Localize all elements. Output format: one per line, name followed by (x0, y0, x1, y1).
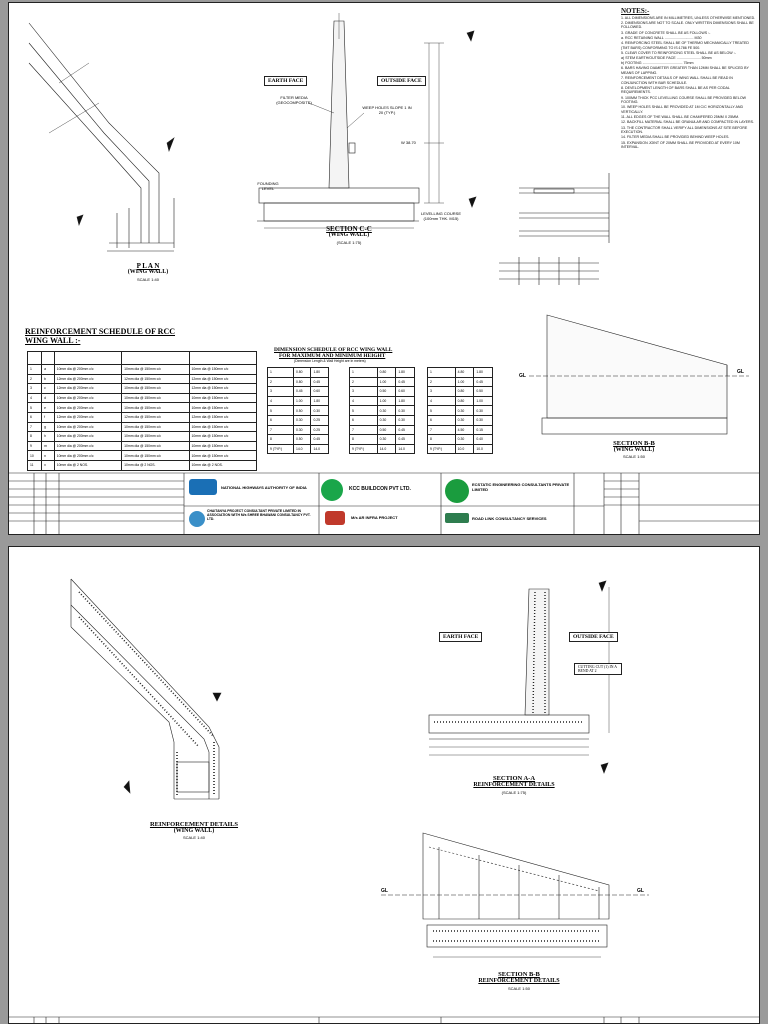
reinf-plan-subtitle: (WING WALL) (173, 828, 215, 834)
table-cell: 11 (28, 460, 42, 470)
note-item: 15. EXPANSION JOINT OF 20MM SHALL BE PROVIDED AT EVERY 10M INTERVAL. (621, 140, 740, 150)
chaitanya-label: CHAITANYA PROJECT CONSULTANT PRIVATE LIMITED IN ASSOCIATION WITH M/s SHREE BHAWANI CONSULTANCY PVT. LTD. (207, 509, 311, 521)
ecstatic-label: ECSTATIC ENGINEERING CONSULTANTS PRIVATE LIMITED (472, 482, 570, 492)
table-cell: 1.00 (377, 396, 396, 406)
cutting-note: CUTTING CUT (1) IN A BEND AT 2 (574, 663, 622, 675)
table-cell: 3 (350, 387, 378, 397)
table-cell: 0.30 (455, 435, 474, 445)
table-row (350, 444, 415, 454)
table-cell: 1 (428, 368, 456, 378)
table-row (28, 422, 257, 432)
note-item: 12. BACKFILL MATERIAL SHALL BE GRANULAR AND COMPACTED IN LAYERS. (621, 120, 755, 125)
table-cell: 10 (28, 451, 42, 461)
dim-table-3 (427, 367, 493, 454)
table-cell: g (42, 422, 55, 432)
table-cell: 0.50 (293, 406, 311, 416)
table-cell: 3 (268, 387, 294, 397)
table-cell: c (42, 384, 55, 394)
table-cell: 0.50 (293, 435, 311, 445)
table-cell: 10mm dia @ 150mm c/c (122, 365, 189, 375)
table-cell: x (42, 460, 55, 470)
table-cell: 0.30 (455, 406, 474, 416)
table-cell: 2 (268, 377, 294, 387)
table-cell: 10mm dia @ 150mm c/c (189, 365, 256, 375)
general-notes (621, 9, 757, 150)
table-cell: 0.30 (396, 406, 415, 416)
drawing-sheet-1 (8, 2, 760, 535)
table-row (350, 406, 415, 416)
table-cell: 0.80 (293, 377, 311, 387)
note-item: 6. BARS HAVING DIAMETER GREATER THAN 12MM SHALL BE SPLICED BY MEANS OF LAPPING. (621, 66, 749, 75)
table-cell: 7 (28, 422, 42, 432)
table-row (350, 387, 415, 397)
table-cell: 0.30 (293, 425, 311, 435)
table-cell: 8 (428, 435, 456, 445)
table-cell: d (42, 393, 55, 403)
table-cell: 0.30 (377, 435, 396, 445)
section-aa-scale: (SCALE 1:75) (501, 790, 527, 795)
table-cell: 6 (268, 415, 294, 425)
table-cell: 6 (350, 415, 378, 425)
table-cell: 1.00 (455, 377, 474, 387)
table-cell: 12mm dia @ 200mm c/c (54, 384, 121, 394)
table-cell: 10mm dia @ 150mm c/c (189, 422, 256, 432)
table-cell: n (42, 451, 55, 461)
note-item: 14. FILTER MEDIA SHALL BE PROVIDED BEHIND WEEP HOLES. (621, 135, 730, 140)
table-cell: 1.80 (396, 368, 415, 378)
table-cell: 0.50 (377, 387, 396, 397)
table-cell: 10mm dia @ 200mm c/c (54, 403, 121, 413)
section-bb-subtitle: (WING WALL) (613, 447, 655, 453)
table-cell: h (42, 432, 55, 442)
table-row (268, 415, 329, 425)
table-cell: 10mm dia @ 150mm c/c (122, 441, 189, 451)
section-cc-scale: (SCALE 1:75) (336, 240, 362, 245)
table-cell: 12mm dia @ 200mm c/c (54, 374, 121, 384)
table-cell: 1.80 (396, 396, 415, 406)
table-cell: 10mm dia @ 2 NOS. (189, 460, 256, 470)
table-row (428, 444, 493, 454)
kcc-label: KCC BUILDCON PVT LTD. (349, 486, 411, 492)
nhai-label: NATIONAL HIGHWAYS AUTHORITY OF INDIA (221, 485, 307, 490)
section-bb-subtitle-2: REINFORCEMENT DETAILS (478, 978, 560, 984)
table-cell: 10mm dia @ 200mm c/c (54, 393, 121, 403)
table-cell: 0.45 (396, 377, 415, 387)
table-cell: 12mm dia @ 150mm c/c (122, 374, 189, 384)
table-cell: 0.80 (455, 396, 474, 406)
drawing-sheet-2 (8, 546, 760, 1024)
table-cell: 0.45 (474, 377, 493, 387)
table-cell: 4 (268, 396, 294, 406)
table-row (268, 368, 329, 378)
note-item: 13. THE CONTRACTOR SHALL VERIFY ALL DIMENSIONS AT SITE BEFORE EXECUTION. (621, 125, 748, 135)
gl-label-right: GL (737, 369, 744, 375)
table-row (350, 377, 415, 387)
table-cell: 7 (428, 425, 456, 435)
table-row (350, 435, 415, 445)
table-cell: 2 (28, 374, 42, 384)
note-item: a) STEM EARTH/OUTSIDE FACE ........................ 50mm (621, 55, 712, 60)
note-item: 3. GRADE OF CONCRETE SHALL BE AS FOLLOWS :- (621, 30, 711, 35)
section-bb-reinf (381, 833, 649, 957)
table-cell: f (42, 412, 55, 422)
dim-table-2 (349, 367, 415, 454)
table-cell: 1.00 (377, 377, 396, 387)
table-cell: 10mm dia @ 2 NOS. (122, 460, 189, 470)
note-item: 2. DIMENSIONS ARE NOT TO SCALE. ONLY WRITTEN DIMENSIONS SHALL BE FOLLOWED. (621, 20, 754, 30)
level-label: W 38.70 (401, 140, 416, 145)
table-cell: 0.15 (474, 425, 493, 435)
table-row (28, 403, 257, 413)
section-cc-title: SECTION C-C (326, 225, 372, 233)
table-row (28, 432, 257, 442)
section-bb-title-2: SECTION B-B (498, 971, 540, 978)
table-cell: 0.45 (311, 377, 329, 387)
table-cell: 0.60 (396, 387, 415, 397)
schedule-title: REINFORCEMENT SCHEDULE OF RCC (25, 327, 176, 336)
logo-ecstatic (445, 479, 469, 503)
table-cell: 10mm dia @ 150mm c/c (189, 393, 256, 403)
table-row (28, 393, 257, 403)
table-cell: 1 (350, 368, 378, 378)
table-cell: 0.50 (474, 387, 493, 397)
table-cell: 0.45 (293, 387, 311, 397)
table-row (268, 425, 329, 435)
earth-face-label-2: EARTH FACE (439, 632, 482, 642)
table-cell: 4 (428, 396, 456, 406)
outside-face-label-2: OUTSIDE FACE (569, 632, 618, 642)
reinf-plan-scale: SCALE 1:40 (182, 835, 205, 840)
table-cell: 7 (350, 425, 378, 435)
table-cell: 0.30 (474, 406, 493, 416)
table-cell: 10mm dia @ 150mm c/c (189, 403, 256, 413)
table-row (268, 396, 329, 406)
gl-label-right-2: GL (637, 888, 644, 894)
note-item: 11. ALL EDGES OF THE WALL SHALL BE CHAMFERED 25MM X 25MM. (621, 115, 740, 120)
section-bb (529, 315, 749, 434)
table-cell: b (42, 374, 55, 384)
table-cell: 10.0 (455, 444, 474, 454)
table-cell: 10mm dia @ 200mm c/c (54, 422, 121, 432)
table-cell: 9 (TYP.) (268, 444, 294, 454)
table-cell: 3 (28, 384, 42, 394)
note-item: a. RCC RETAINING WALL ............................. M30 (621, 35, 702, 40)
table-cell: 9 (28, 441, 42, 451)
plan-wing-wall (29, 23, 174, 251)
notes-title: NOTES:- (621, 7, 650, 15)
table-row (28, 451, 257, 461)
schedule-title-2: WING WALL :- (25, 336, 81, 345)
table-row (428, 377, 493, 387)
table-cell: 0.80 (293, 368, 311, 378)
table-cell: 10mm dia @ 150mm c/c (122, 393, 189, 403)
table-cell: 9 (TYP.) (428, 444, 456, 454)
table-cell: 0.50 (377, 425, 396, 435)
table-cell: 10mm dia @ 150mm c/c (189, 441, 256, 451)
table-row (428, 425, 493, 435)
table-cell: 10mm dia @ 150mm c/c (122, 451, 189, 461)
table-cell: 0.60 (311, 387, 329, 397)
table-cell: 0.30 (377, 406, 396, 416)
gl-label-left-2: GL (381, 888, 388, 894)
table-row (428, 396, 493, 406)
table-cell: 2 (350, 377, 378, 387)
table-cell: 0.25 (311, 415, 329, 425)
note-item: b) FOOTING ........................................ 75mm (621, 61, 694, 66)
table-cell: 1.00 (293, 396, 311, 406)
table-cell: 12mm dia @ 200mm c/c (54, 412, 121, 422)
note-item: 8. DEVELOPMENT LENGTH OF BARS SHALL BE AS PER CODAL REQUIREMENTS. (621, 85, 730, 95)
table-cell: 10mm dia @ 200mm c/c (54, 365, 121, 375)
table-cell: 4.50 (455, 425, 474, 435)
table-cell: 8 (268, 435, 294, 445)
table-cell: 0.80 (455, 387, 474, 397)
table-row (268, 387, 329, 397)
table-row (268, 435, 329, 445)
table-row (428, 415, 493, 425)
logo-nhai (189, 479, 217, 495)
section-bb-scale-2: SCALE 1:50 (507, 986, 530, 991)
table-cell: 12mm dia @ 150mm c/c (122, 412, 189, 422)
table-row (428, 435, 493, 445)
levelling-course-label: LEVELLING COURSE (100mm THK. M15) (421, 211, 462, 221)
table-cell: m (42, 441, 55, 451)
table-cell: 12mm dia @ 150mm c/c (189, 384, 256, 394)
table-cell: 0.30 (396, 415, 415, 425)
note-item: 4. REINFORCING STEEL SHALL BE OF THERMO MECHANICALLY TREATED (TMT BARS) CONFORMING TO IS:1786 FE 500. (621, 40, 750, 50)
logo-chaitanya (189, 511, 205, 527)
table-cell: 8 (28, 432, 42, 442)
table-cell: 0.30 (474, 415, 493, 425)
filter-media-label: FILTER MEDIA (GEOCOMPOSITE) (276, 95, 312, 105)
table-cell: 6 (28, 412, 42, 422)
table-cell: 12mm dia @ 150mm c/c (189, 412, 256, 422)
table-row (268, 377, 329, 387)
table-cell: 14.0 (396, 444, 415, 454)
table-cell: 0.30 (455, 415, 474, 425)
logo-infra (325, 511, 345, 525)
dim-schedule-title-2: FOR MAXIMUM AND MINIMUM HEIGHT (279, 353, 386, 359)
dim-schedule-title: DIMENSION SCHEDULE OF RCC WING WALL (274, 347, 393, 353)
dim-table-1 (267, 367, 329, 454)
table-row (428, 387, 493, 397)
logo-roadlink (445, 513, 469, 523)
table-cell: 10mm dia @ 150mm c/c (189, 432, 256, 442)
table-cell: 4 (350, 396, 378, 406)
gl-label-left: GL (519, 373, 526, 379)
table-cell: 0.30 (293, 415, 311, 425)
table-cell: 10mm dia @ 200mm c/c (54, 432, 121, 442)
plan-scale: SCALE 1:40 (136, 277, 159, 282)
section-aa-title: SECTION A-A (492, 775, 536, 782)
dim-schedule-note: (Dimension Length & Wall Height are in meters) (294, 359, 366, 363)
table-row (428, 406, 493, 416)
table-cell: 3 (428, 387, 456, 397)
table-cell: 10mm dia @ 2 NOS. (54, 460, 121, 470)
table-cell: 9 (TYP.) (350, 444, 378, 454)
table-row (28, 441, 257, 451)
reinforcement-schedule-table (27, 351, 257, 471)
section-bb-title: SECTION B-B (613, 440, 655, 447)
table-cell: 1.80 (474, 368, 493, 378)
table-cell: 0.40 (474, 435, 493, 445)
table-row (28, 374, 257, 384)
table-cell: 5 (268, 406, 294, 416)
table-cell: e (42, 403, 55, 413)
table-cell: 1 (28, 365, 42, 375)
table-cell: 10mm dia @ 150mm c/c (189, 451, 256, 461)
table-cell: a (42, 365, 55, 375)
table-cell: 0.45 (311, 435, 329, 445)
table-cell: 1 (268, 368, 294, 378)
note-item: 5. CLEAR COVER TO REINFORCING STEEL SHALL BE AS BELOW :- (621, 50, 736, 55)
roadlink-label: ROAD LINK CONSULTANCY SERVICES (472, 516, 547, 521)
table-cell: 5 (428, 406, 456, 416)
section-cc-subtitle: (WING WALL) (328, 232, 370, 238)
plan-subtitle: (WING WALL) (127, 269, 169, 275)
table-cell: 10.0 (474, 444, 493, 454)
table-cell: 4.80 (455, 368, 474, 378)
table-row (428, 368, 493, 378)
section-aa (429, 581, 609, 773)
note-item: 1. ALL DIMENSIONS ARE IN MILLIMETRES, UNLESS OTHERWISE MENTIONED. (621, 15, 756, 20)
table-cell: 8 (350, 435, 378, 445)
table-cell: 1.00 (474, 396, 493, 406)
weep-hole-label: WEEP HOLES SLOPE 1 IN 20 (TYP.) (362, 105, 412, 115)
section-bb-scale: SCALE 1:50 (622, 454, 645, 459)
logo-kcc (321, 479, 343, 501)
table-cell: 14.0 (293, 444, 311, 454)
table-cell: 10mm dia @ 150mm c/c (122, 384, 189, 394)
note-item: 7. REINFORCEMENT DETAILS OF WING WALL SHALL BE READ IN CONJUNCTION WITH BAR SCHEDULE. (621, 76, 733, 85)
table-cell: 12mm dia @ 150mm c/c (189, 374, 256, 384)
bar-detail-sketches (499, 173, 609, 285)
reinforcement-plan (71, 579, 221, 799)
table-cell: 10mm dia @ 150mm c/c (122, 432, 189, 442)
reinf-plan-title: REINFORCEMENT DETAILS (149, 821, 239, 828)
table-cell: 0.30 (377, 415, 396, 425)
section-aa-subtitle: REINFORCEMENT DETAILS (473, 782, 555, 788)
table-cell: 10mm dia @ 200mm c/c (54, 451, 121, 461)
table-row (28, 460, 257, 470)
table-row (268, 406, 329, 416)
table-cell: 14.0 (377, 444, 396, 454)
table-cell: 14.0 (311, 444, 329, 454)
table-cell: 0.30 (311, 406, 329, 416)
table-cell: 7 (268, 425, 294, 435)
note-item: 9. 100MM THICK PCC LEVELLING COURSE SHALL BE PROVIDED BELOW FOOTING. (621, 95, 747, 105)
infra-label: M/s AR INFRA PROJECT (351, 515, 398, 520)
table-cell: 10mm dia @ 150mm c/c (122, 422, 189, 432)
table-cell: 1.80 (311, 368, 329, 378)
table-cell: 0.45 (396, 425, 415, 435)
table-row (28, 412, 257, 422)
section-cc (257, 13, 476, 228)
table-cell: 0.80 (377, 368, 396, 378)
table-cell: 6 (428, 415, 456, 425)
table-cell: 0.25 (311, 425, 329, 435)
table-cell: 0.45 (396, 435, 415, 445)
table-cell: 10mm dia @ 150mm c/c (122, 403, 189, 413)
table-row (28, 365, 257, 375)
table-row (350, 425, 415, 435)
table-row (350, 368, 415, 378)
table-row (350, 396, 415, 406)
table-cell: 5 (28, 403, 42, 413)
outside-face-label: OUTSIDE FACE (377, 76, 426, 86)
founding-level-label: FOUNDING LEVEL (257, 181, 279, 191)
title-block-stub (9, 1017, 760, 1024)
plan-title: P L A N (136, 262, 160, 270)
table-cell: 2 (428, 377, 456, 387)
table-row (268, 444, 329, 454)
table-cell: 10mm dia @ 200mm c/c (54, 441, 121, 451)
table-row (28, 384, 257, 394)
table-row (350, 415, 415, 425)
sheet2-drawing (9, 547, 760, 1024)
title-block-grid (9, 473, 760, 535)
note-item: 10. WEEP HOLES SHALL BE PROVIDED AT 1M C/C HORIZONTALLY AND VERTICALLY. (621, 105, 744, 114)
table-cell: 1.80 (311, 396, 329, 406)
table-cell: 5 (350, 406, 378, 416)
table-cell: 4 (28, 393, 42, 403)
earth-face-label: EARTH FACE (264, 76, 307, 86)
